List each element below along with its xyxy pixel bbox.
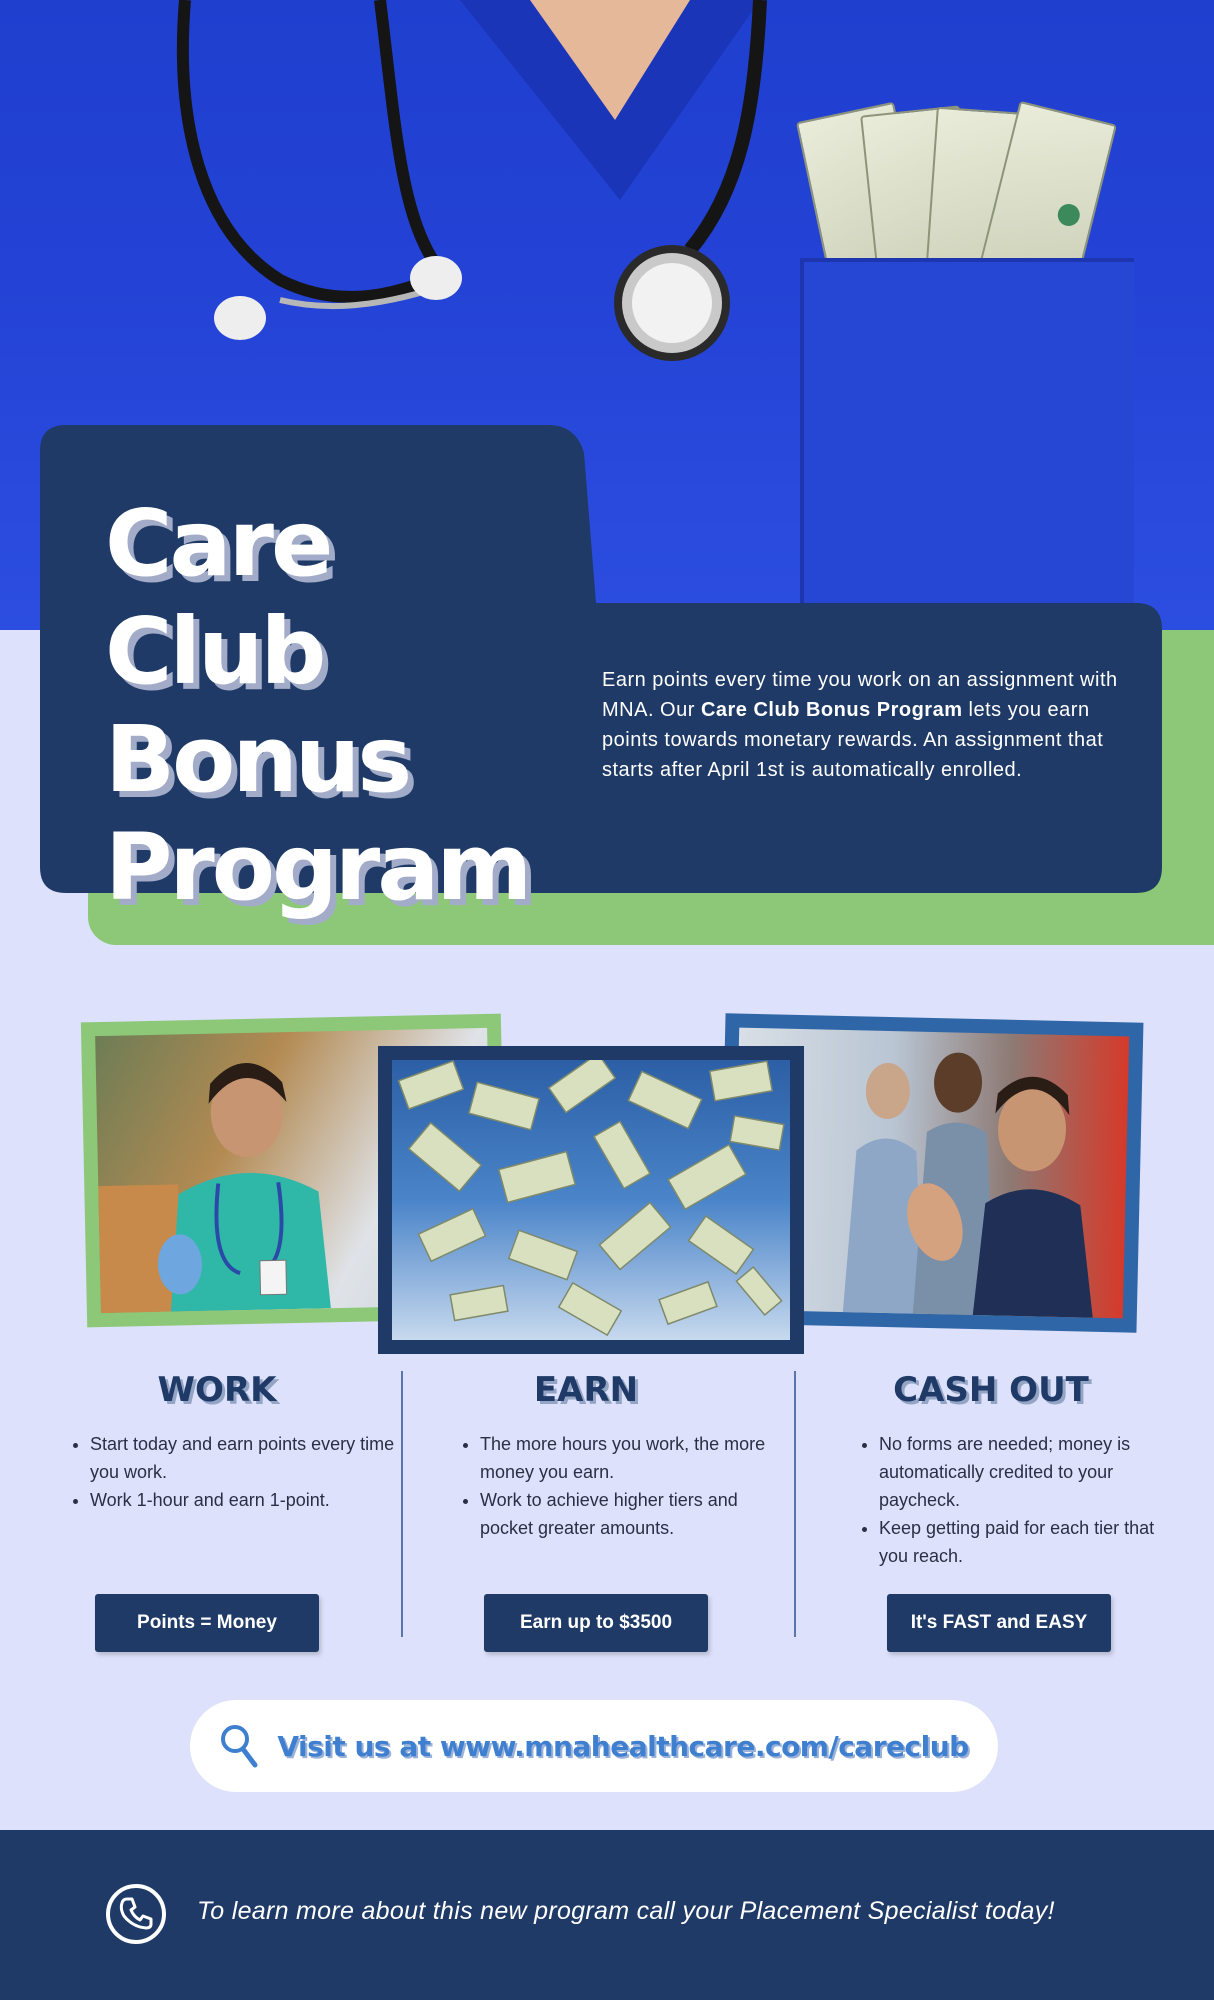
phone-icon[interactable] [105, 1883, 167, 1945]
visit-website-link[interactable] [190, 1700, 998, 1792]
work-bullets [62, 1430, 410, 1514]
intro-text-1: Earn points every time you work on an assignment with MNA. Our [602, 669, 1118, 721]
cash-out-bullets [851, 1430, 1179, 1570]
list-item: • Start today and earn points every time you work. [90, 1430, 410, 1486]
list-item: • Work to achieve higher tiers and pocket greater amounts. [480, 1486, 770, 1542]
program-title [105, 490, 565, 922]
cash-out-heading: CASH OUT [893, 1370, 1089, 1410]
column-divider [401, 1371, 403, 1637]
column-divider [794, 1371, 796, 1637]
fast-easy-button[interactable]: It's FAST and EASY [887, 1594, 1111, 1652]
earn-heading: EARN [533, 1370, 639, 1410]
intro-bold: Care Club Bonus Program [700, 699, 963, 721]
title-line-2: Bonus [105, 706, 410, 813]
search-icon [219, 1723, 259, 1769]
intro-text-2: lets you earn points towards monetary rewards. An assignment that starts after April 1st is automatically enrolled. [602, 699, 1104, 781]
list-item: • The more hours you work, the more money you earn. [480, 1430, 770, 1486]
footer-message: To learn more about this new program call your Placement Specialist today! [197, 1897, 1055, 1925]
list-item: • Keep getting paid for each tier that you reach. [879, 1514, 1179, 1570]
title-line-3: Program [105, 814, 530, 921]
title-line-1: Care Club [105, 490, 331, 705]
earn-bullets [452, 1430, 770, 1542]
points-money-button[interactable]: Points = Money [95, 1594, 319, 1652]
list-item: • No forms are needed; money is automatically credited to your paycheck. [879, 1430, 1179, 1514]
earn-up-to-button[interactable]: Earn up to $3500 [484, 1594, 708, 1652]
work-heading: WORK [157, 1370, 277, 1410]
visit-url-text: Visit us at www.mnahealthcare.com/careclub [277, 1729, 969, 1763]
program-intro [602, 665, 1142, 785]
list-item: • Work 1-hour and earn 1-point. [90, 1486, 410, 1514]
flying-cash-icons [392, 1060, 790, 1340]
photo-money-rain [378, 1046, 804, 1354]
